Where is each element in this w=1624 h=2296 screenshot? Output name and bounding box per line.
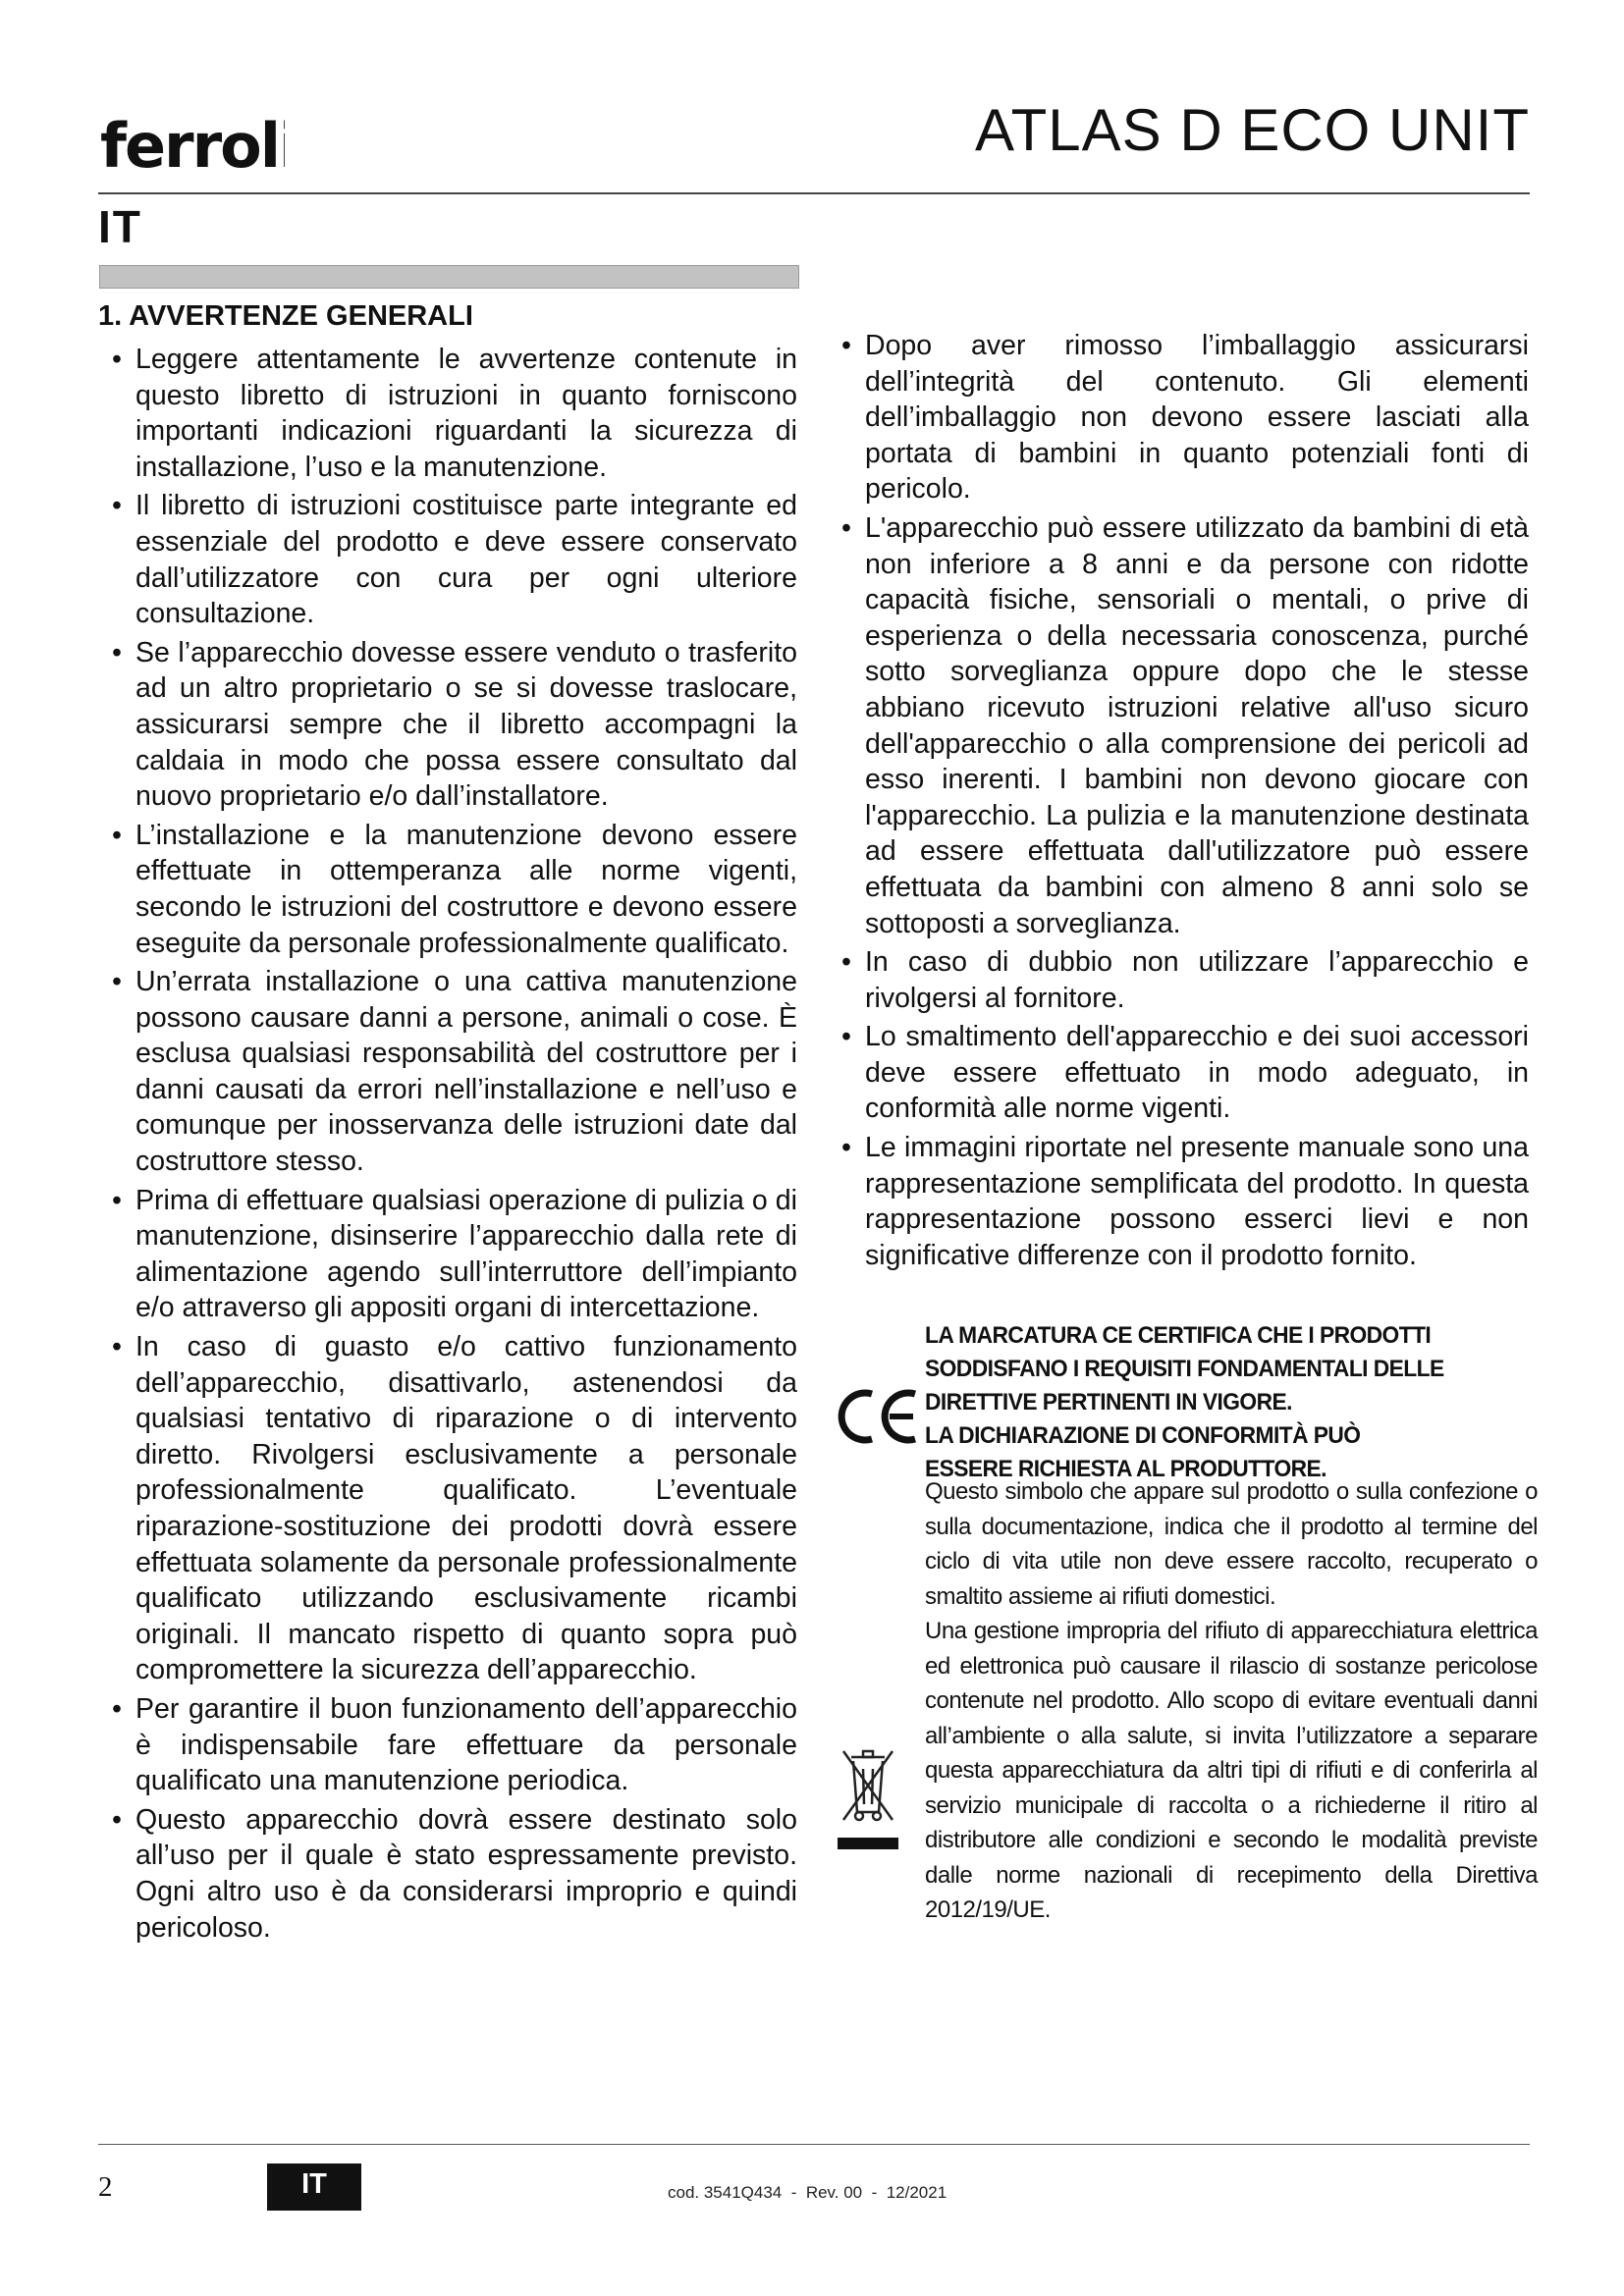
bullet: • [112,1692,122,1725]
warning-item [828,510,1529,941]
language-badge: IT [267,2163,361,2211]
warning-item [828,944,1529,1016]
warning-text: Prima di effettuare qualsiasi operazione di pulizia o di manutenzione, disinserire l’apparecchio dalla rete di alimentazione agendo sull’interruttore dell’impianto e/o attraverso gli appositi organi di intercettazione. [135,1184,797,1324]
warning-item [828,1130,1529,1273]
warning-item [98,635,797,815]
warning-text: Questo apparecchio dovrà essere destinato solo all’uso per il quale è stato espressamente previsto. Ogni altro uso è da considerarsi improprio e quindi pericoloso. [135,1803,797,1944]
crossed-out-bin-icon [838,1745,898,1853]
bullet: • [112,1803,122,1836]
bullet: • [112,819,122,851]
document-code: cod. 3541Q434 - Rev. 00 - 12/2021 [668,2183,947,2202]
ce-line: LA MARCATURA CE CERTIFICA CHE I PRODOTTI [925,1322,1432,1349]
ce-mark-icon [833,1386,923,1447]
bullet: • [112,1184,122,1216]
warning-item [98,342,797,485]
warning-text: L’installazione e la manutenzione devono essere effettuate in ottemperanza alle norme vigenti, secondo le istruzioni del costruttore e devono essere eseguite da personale professionalmente qualificato. [135,819,797,959]
warnings-right-column [828,328,1529,1276]
bullet: • [841,1021,851,1053]
ferroli-logo [98,94,285,183]
warning-text: Dopo aver rimosso l’imballaggio assicurarsi dell’integrità del contenuto. Gli elementi dell’imballaggio non devono essere lasciati alla portata di bambini in quanto potenziali fonti di pericolo. [865,330,1529,506]
warning-text: In caso di guasto e/o cattivo funzionamento dell’apparecchio, disattivarlo, astenendosi da qualsiasi tentativo di riparazione o di intervento diretto. Rivolgersi esclusivamente a personale professionalmente qualificato. L’eventuale riparazione-sostituzione dei prodotti dovrà essere effettuata solamente da personale professionalmente qualificato utilizzando esclusivamente ricambi originali. Il mancato rispetto di quanto sopra può compromettere la sicurezza dell’apparecchio. [135,1331,797,1686]
bullet: • [112,636,122,668]
page-number: 2 [98,2171,113,2203]
warnings-left-column [98,342,797,1949]
warning-text: Lo smaltimento dell'apparecchio e dei suoi accessori deve essere effettuato in modo adeguato, in conformità alle norme vigenti. [865,1021,1529,1125]
bullet: • [112,1331,122,1363]
footer-divider [98,2144,1530,2145]
warning-item [98,488,797,631]
header-divider [98,192,1530,194]
warning-text: L'apparecchio può essere utilizzato da bambini di età non inferiore a 8 anni e da persone con ridotte capacità fisiche, sensoriali o mentali, o prive di esperienza o della necessaria conoscenza, purché sotto sorveglianza oppure dopo che le stesse abbiano ricevuto istruzioni relative all'uso sicuro dell'apparecchio o alla comprensione dei pericoli ad esso inerenti. I bambini non devono giocare con l'apparecchio. La pulizia e la manutenzione destinata ad essere effettuata dall'utilizzatore può essere effettuata da bambini con almeno 8 anni solo se sottoposti a sorveglianza. [865,511,1529,939]
model-title: ATLAS D ECO UNIT [975,97,1530,163]
warning-item [98,1802,797,1946]
bullet: • [112,344,122,375]
warning-item [98,964,797,1180]
bullet: • [841,1132,851,1164]
warning-item [98,1329,797,1688]
ce-line: SODDISFANO I REQUISITI FONDAMENTALI DELLE [925,1356,1444,1382]
warning-text: Se l’apparecchio dovesse essere venduto o trasferito ad un altro proprietario o se si dovesse traslocare, assicurarsi sempre che il libretto accompagni la caldaia in modo che possa essere consultato dal nuovo proprietario e/o dall’installatore. [135,636,797,813]
section-header-bar [99,265,799,289]
warning-item [98,1183,797,1326]
language-label: IT [98,201,142,252]
warning-item [98,818,797,961]
warning-item [828,1019,1529,1127]
ce-notice [833,1319,1540,1496]
bullet: • [841,330,851,361]
bullet: • [112,966,122,998]
warning-item [828,328,1529,507]
weee-paragraph: Una gestione impropria del rifiuto di apparecchiatura elettrica ed elettronica può causare il rilascio di sostanze pericolose contenute nel prodotto. Allo scopo di evitare eventuali danni all’ambiente o alla salute, si invita l’utilizzatore a separare questa apparecchiatura da altri tipi di rifiuti e di conferirla al servizio municipale di raccolta o a richiederne il ritiro al distributore alle condizioni e secondo le modalità previste dalle norme nazionali di recepimento della Direttiva 2012/19/UE. [925,1618,1538,1923]
warning-text: Il libretto di istruzioni costituisce parte integrante ed essenziale del prodotto e deve essere conservato dall’utilizzatore con cura per ogni ulteriore consultazione. [135,490,797,630]
ce-line: DIRETTIVE PERTINENTI IN VIGORE. [925,1389,1292,1415]
warning-text: Per garantire il buon funzionamento dell’apparecchio è indispensabile fare effettuare da personale qualificato una manutenzione periodica. [135,1692,797,1797]
warning-item [98,1691,797,1799]
weee-notice [925,1474,1538,1928]
ferroli-wordmark [98,94,285,183]
bullet: • [112,490,122,522]
ce-line: LA DICHIARAZIONE DI CONFORMITÀ PUÒ [925,1422,1361,1449]
section-title: 1. AVVERTENZE GENERALI [98,300,473,332]
warning-text: In caso di dubbio non utilizzare l’apparecchio e rivolgersi al fornitore. [865,946,1529,1014]
weee-paragraph: Questo simbolo che appare sul prodotto o sulla confezione o sulla documentazione, indica che il prodotto al termine del ciclo di vita utile non deve essere raccolto, recuperato o smaltito assieme ai rifiuti domestici. [925,1478,1538,1610]
warning-text: Le immagini riportate nel presente manuale sono una rappresentazione semplificata del prodotto. In questa rappresentazione possono esserci lievi e non significative differenze con il prodotto fornito. [865,1132,1529,1271]
bullet: • [841,946,851,979]
warning-text: Un’errata installazione o una cattiva manutenzione possono causare danni a persone, animali o cose. È esclusa qualsiasi responsabilità del costruttore per i danni causati da errori nell’installazione e nell’uso e comunque per inosservanza delle istruzioni date dal costruttore stesso. [135,966,797,1178]
svg-text:ferroli: ferroli [100,110,285,182]
warning-text: Leggere attentamente le avvertenze contenute in questo libretto di istruzioni in quanto forniscono importanti indicazioni riguardanti la sicurezza di installazione, l’uso e la manutenzione. [135,344,797,483]
ce-notice-text [925,1319,1491,1486]
bullet: • [841,511,851,544]
ce-line: ESSERE RICHIESTA AL PRODUTTORE. [925,1456,1326,1482]
